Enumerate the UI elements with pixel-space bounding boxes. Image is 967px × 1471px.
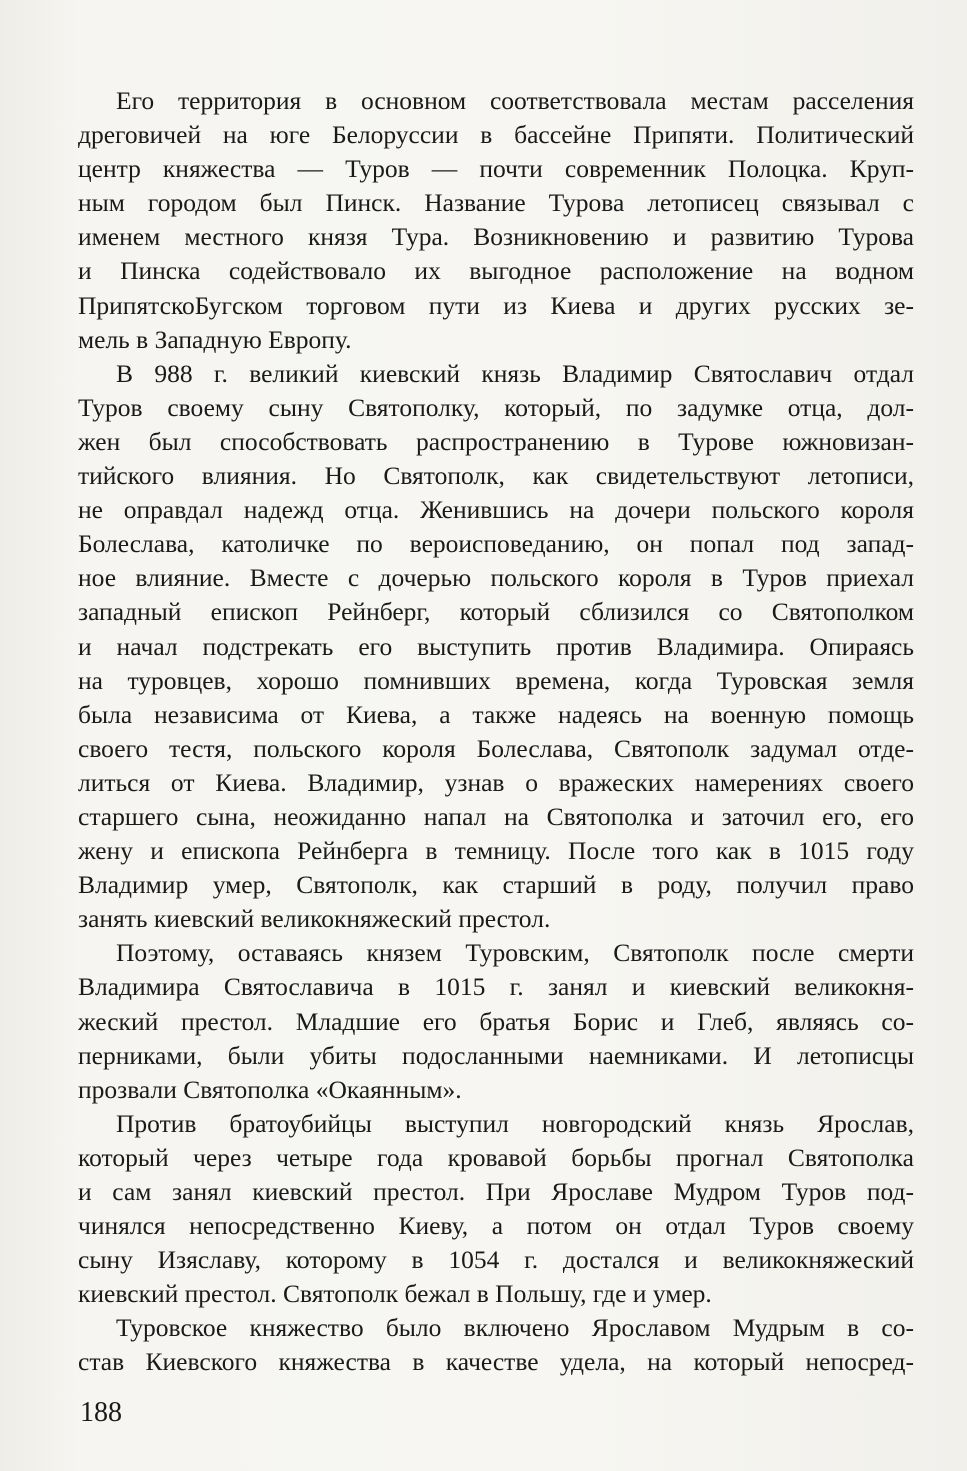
- text-line: киевский престол. Святополк бежал в Польшу, где и умер.: [78, 1279, 712, 1309]
- text-line: Владимира Святославича в 1015 г. занял и киевский великокня-: [78, 972, 914, 1002]
- text-line: жеский престол. Младшие его братья Борис и Глеб, являясь со-: [78, 1006, 914, 1036]
- text-line: ПрипятскоБугском торговом пути из Киева и других русских зе-: [78, 290, 914, 320]
- text-line: старшего сына, неожиданно напал на Святополка и заточил его, его: [78, 801, 914, 831]
- text-line: и сам занял киевский престол. При Ярославе Мудром Туров под-: [78, 1177, 914, 1206]
- page-number: 188: [80, 1397, 122, 1428]
- text-line: ное влияние. Вместе с дочерью польского короля в Туров приехал: [78, 563, 914, 593]
- text-line: Туров своему сыну Святополку, который, по задумке отца, дол-: [78, 392, 914, 422]
- text-line: Болеслава, католичке по вероисповеданию, он попал под запад-: [78, 529, 914, 559]
- paragraph-5: [78, 1311, 914, 1379]
- text-line: Его территория в основном соответствовала местам расселения: [116, 86, 914, 115]
- text-line: не оправдал надежд отца. Женившись на дочери польского короля: [78, 495, 914, 525]
- text-line: жену и епископа Рейнберга в темницу. После того как в 1015 году: [78, 836, 914, 866]
- paragraph-2: [78, 357, 914, 937]
- text-line: жен был способствовать распространению в Турове южновизан-: [78, 426, 914, 456]
- text-line: и начал подстрекать его выступить против Владимира. Опираясь: [78, 631, 914, 661]
- text-line: занять киевский великокняжеский престол.: [78, 904, 551, 934]
- text-line: на туровцев, хорошо помнивших времена, когда Туровская земля: [78, 665, 914, 695]
- text-line: и Пинска содействовало их выгодное расположение на водном: [78, 256, 914, 286]
- paragraph-1: [78, 84, 914, 357]
- text-line: Туровское княжество было включено Ярославом Мудрым в со-: [116, 1313, 914, 1343]
- text-line: литься от Киева. Владимир, узнав о вражеских намерениях своего: [78, 767, 914, 797]
- text-line: дреговичей на юге Белоруссии в бассейне Припяти. Политический: [78, 120, 914, 150]
- text-line: Против братоубийцы выступил новгородский князь Ярослав,: [116, 1108, 914, 1138]
- text-line: тийского влияния. Но Святополк, как свидетельствуют летописи,: [78, 461, 914, 491]
- text-line: Поэтому, оставаясь князем Туровским, Святополк после смерти: [116, 938, 914, 968]
- text-line: который через четыре года кровавой борьбы прогнал Святополка: [78, 1142, 914, 1172]
- text-line: мель в Западную Европу.: [78, 324, 352, 354]
- text-line: Владимир умер, Святополк, как старший в роду, получил право: [78, 870, 914, 900]
- body-text: [78, 84, 914, 1380]
- text-line: чинялся непосредственно Киеву, а потом он отдал Туров своему: [78, 1211, 914, 1241]
- text-line: западный епископ Рейнберг, который сблизился со Святополком: [78, 597, 914, 627]
- text-line: своего тестя, польского короля Болеслава, Святополк задумал отде-: [78, 733, 914, 763]
- text-line: прозвали Святополка «Окаянным».: [78, 1074, 462, 1104]
- text-line: В 988 г. великий киевский князь Владимир Святославич отдал: [116, 358, 914, 388]
- paragraph-3: [78, 936, 914, 1106]
- text-line: сыну Изяславу, которому в 1054 г. достался и великокняжеский: [78, 1245, 914, 1275]
- text-line: центр княжества — Туров — почти современник Полоцка. Круп-: [78, 154, 914, 184]
- text-line: ным городом был Пинск. Название Турова летописец связывал с: [78, 188, 914, 218]
- paragraph-4: [78, 1107, 914, 1312]
- text-line: став Киевского княжества в качестве удела, на который непосред-: [78, 1347, 914, 1377]
- text-line: перниками, были убиты подосланными наемниками. И летописцы: [78, 1040, 914, 1070]
- text-line: именем местного князя Тура. Возникновению и развитию Турова: [78, 222, 914, 252]
- text-line: была независима от Киева, а также надеясь на военную помощь: [78, 699, 914, 729]
